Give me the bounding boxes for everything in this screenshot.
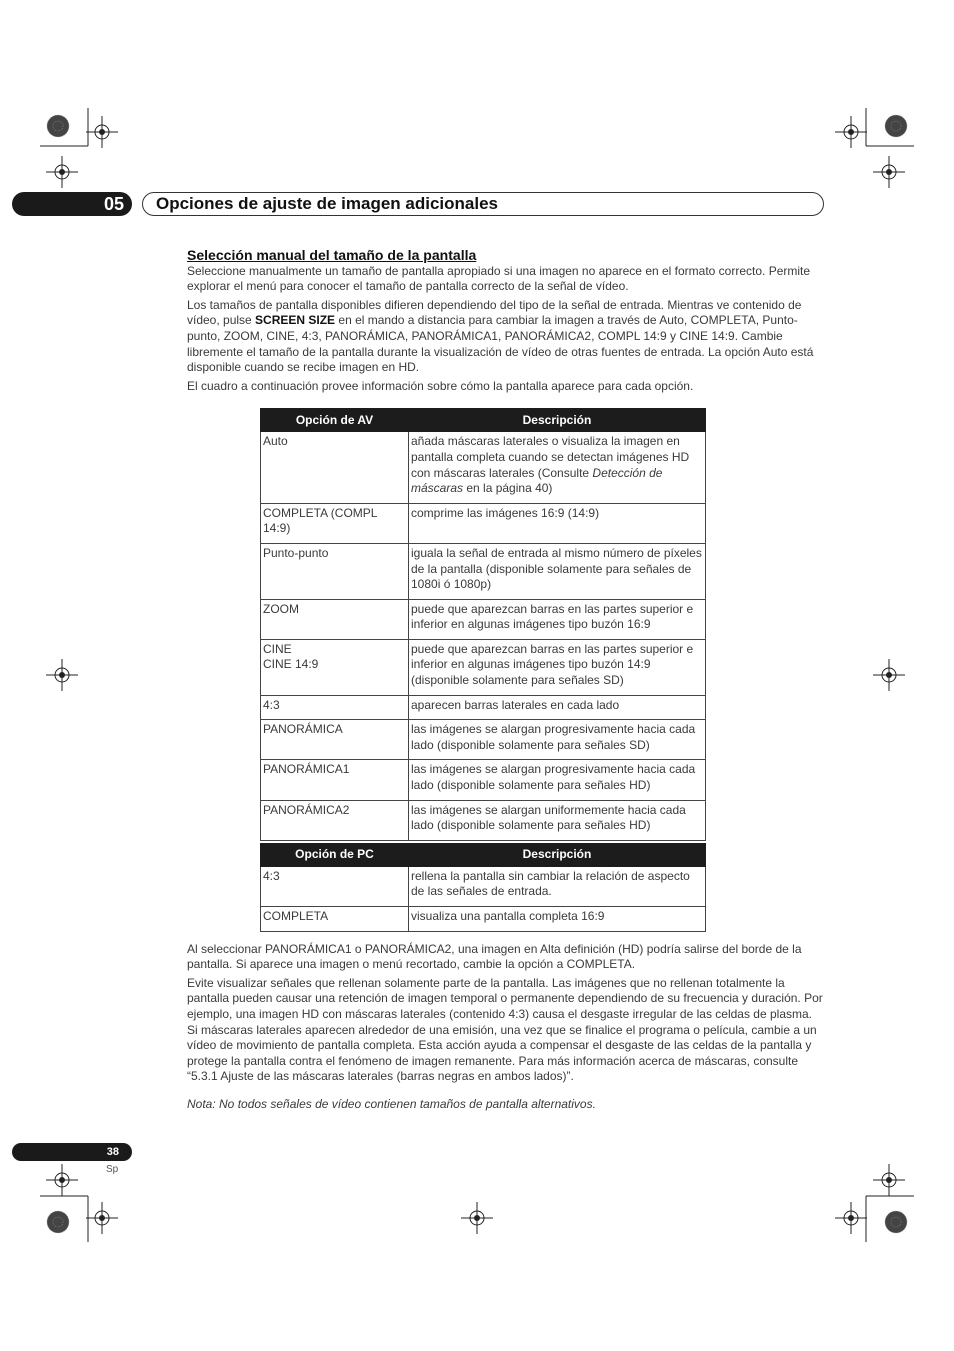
description-cell: comprime las imágenes 16:9 (14:9) xyxy=(409,503,706,543)
option-cell: 4:3 xyxy=(261,695,409,720)
table-row xyxy=(261,503,706,543)
image-retention-paragraph: Evite visualizar señales que rellenan solamente parte de la pantalla. Las imágenes que no rellenan totalmente la pantalla pueden causar una retención de imagen temporal o permanente dependiendo de su frecuencia y duración. Por ejemplo, una imagen HD con máscaras laterales (contenido 4:3) causa el desgaste irregular de las celdas de plasma. Si máscaras laterales aparecen alrededor de una emisión, una vez que se finalice el programa o película, cambie a un vídeo de movimiento de pantalla completa. Esta acción ayuda a compensar el desgaste de las celdas de la pantalla y protege la pantalla contra el fenómeno de imagen remanente. Para más información acerca de máscaras, consulte “5.3.1 Ajuste de las máscaras laterales (barras negras en ambos lados)”. xyxy=(187,975,823,1084)
paragraph-text: en el mando a distancia para cambiar la imagen a través de Auto, COMPLETA, Punto-punto, ZOOM, CINE, 4:3, PANORÁMICA, PANORÁMICA1, PANORÁMICA2, COMPL 14:9 y CINE 14:9. Cambie libremente el tamaño de la pantalla durante la visualización de vídeo de otras fuentes de entrada. La opción Auto está disponible cuando se recibe imagen en HD. xyxy=(187,313,814,375)
chapter-number: 05 xyxy=(103,194,124,214)
description-cell: puede que aparezcan barras en las partes superior e inferior en algunas imágenes tipo buzón 14:9 (disponible solamente para señales SD) xyxy=(409,639,706,695)
table-row xyxy=(261,695,706,720)
table-row xyxy=(261,760,706,800)
option-cell: PANORÁMICA2 xyxy=(261,800,409,840)
option-cell xyxy=(261,639,409,695)
option-cell: 4:3 xyxy=(261,866,409,906)
description-cell: rellena la pantalla sin cambiar la relación de aspecto de las señales de entrada. xyxy=(409,866,706,906)
table-row xyxy=(261,432,706,503)
option-cell: Punto-punto xyxy=(261,543,409,599)
section-heading: Selección manual del tamaño de la pantalla xyxy=(187,247,477,263)
panoramic-paragraph: Al seleccionar PANORÁMICA1 o PANORÁMICA2, una imagen en Alta definición (HD) podría salirse del borde de la pantalla. Si aparece una imagen o menú recortado, cambie la opción a COMPLETA. xyxy=(187,941,802,972)
option-text: CINE 14:9 xyxy=(263,657,319,672)
option-cell: Auto xyxy=(261,432,409,503)
description-cell: puede que aparezcan barras en las partes superior e inferior en algunas imágenes tipo buzón 16:9 xyxy=(409,599,706,639)
table-header-row xyxy=(261,843,706,866)
option-cell: COMPLETA (COMPL 14:9) xyxy=(261,503,409,543)
av-options-table xyxy=(260,408,706,840)
description-cell: las imágenes se alargan progresivamente hacia cada lado (disponible solamente para señales HD) xyxy=(409,760,706,800)
page-number-badge xyxy=(12,1143,132,1161)
table-row xyxy=(261,907,706,932)
screen-size-button-name: SCREEN SIZE xyxy=(255,313,336,328)
column-header-option: Opción de PC xyxy=(261,843,409,866)
table-row xyxy=(261,543,706,599)
table-row xyxy=(261,599,706,639)
pc-options-table xyxy=(260,843,706,932)
description-cell: las imágenes se alargan progresivamente hacia cada lado (disponible solamente para señales SD) xyxy=(409,720,706,760)
cross-reference: Detección de máscaras xyxy=(411,465,663,496)
description-cell xyxy=(409,432,706,503)
table-row xyxy=(261,800,706,840)
chapter-title-bar xyxy=(142,192,824,216)
paragraph-text: Los tamaños de pantalla disponibles difieren dependiendo del tipo de la señal de entrada. Mientras ve contenido de vídeo, pulse xyxy=(187,297,802,328)
description-cell: las imágenes se alargan uniformemente hacia cada lado (disponible solamente para señales HD) xyxy=(409,800,706,840)
column-header-description: Descripción xyxy=(409,843,706,866)
chapter-title: Opciones de ajuste de imagen adicionales xyxy=(156,194,499,213)
table-row xyxy=(261,866,706,906)
table-row xyxy=(261,720,706,760)
table-intro-paragraph: El cuadro a continuación provee información sobre cómo la pantalla aparece para cada opción. xyxy=(187,378,694,393)
description-text: añada máscaras laterales o visualiza la imagen en pantalla completa cuando se detectan imágenes HD con máscaras laterales (Consulte xyxy=(411,434,690,480)
option-cell: COMPLETA xyxy=(261,907,409,932)
intro-paragraph: Seleccione manualmente un tamaño de pantalla apropiado si una imagen no aparece en el formato correcto. Permite explorar el menú para conocer el tamaño de pantalla correcto de la señal de vídeo. xyxy=(187,263,811,294)
page-content xyxy=(187,248,823,1116)
description-text: en la página 40) xyxy=(463,481,553,496)
description-cell: aparecen barras laterales en cada lado xyxy=(409,695,706,720)
screen-size-paragraph xyxy=(187,298,823,376)
note: Nota: No todos señales de vídeo contienen tamaños de pantalla alternativos. xyxy=(187,1096,596,1111)
table-row xyxy=(261,639,706,695)
description-cell: visualiza una pantalla completa 16:9 xyxy=(409,907,706,932)
language-code: Sp xyxy=(106,1164,119,1175)
description-cell: iguala la señal de entrada al mismo número de píxeles de la pantalla (disponible solamente para señales de 1080i ó 1080p) xyxy=(409,543,706,599)
option-text: CINE xyxy=(263,641,292,656)
column-header-description: Descripción xyxy=(409,409,706,432)
option-cell: PANORÁMICA1 xyxy=(261,760,409,800)
chapter-badge xyxy=(12,192,132,216)
option-cell: ZOOM xyxy=(261,599,409,639)
column-header-option: Opción de AV xyxy=(261,409,409,432)
page-number: 38 xyxy=(106,1146,119,1158)
table-header-row xyxy=(261,409,706,432)
option-cell: PANORÁMICA xyxy=(261,720,409,760)
